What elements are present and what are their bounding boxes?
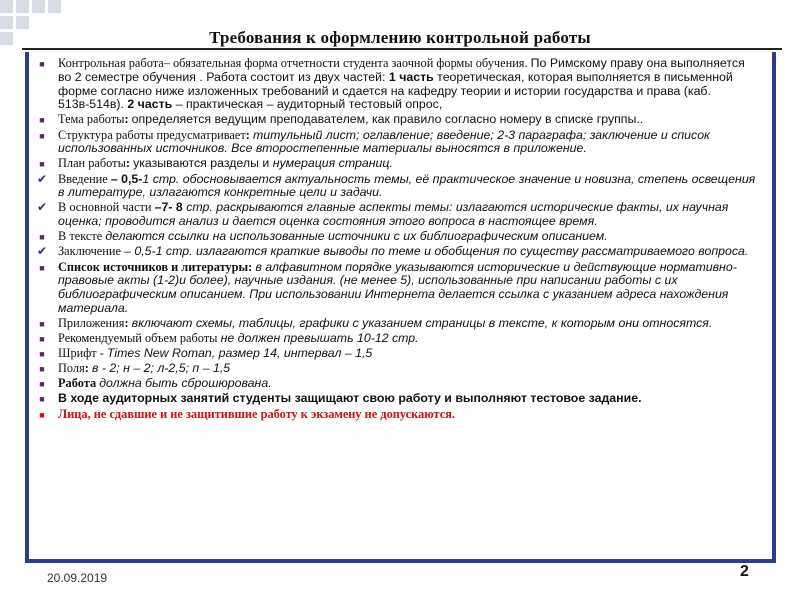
decor-square [0, 0, 13, 13]
list-item: ✔ Заключение – 0,5-1 стр. излагаются краткие выводы по теме и обобщения по существу рассматриваемого вопроса. [37, 245, 757, 259]
list-item: ■ Лица, не сдавшие и не защитившие работу к экзамену не допускаются. [37, 408, 757, 422]
list-item: ✔ В основной части –7- 8 стр. раскрываются главные аспекты темы: излагаются исторические факты, их научная оценка; проводится анализ и дается оценка состояния этого вопроса в настоящее время. [37, 201, 757, 229]
list-item: ■ План работы: указываются разделы и нумерация страниц. [37, 157, 757, 171]
title-rule [22, 48, 782, 50]
square-bullet-icon: ■ [39, 130, 45, 141]
square-bullet-icon: ■ [39, 115, 45, 126]
list-item: ■ Список источников и литературы: в алфавитном порядке указываются исторические и действующие нормативно-правовые акты (1-2)и более), научные издания. (не менее 5), использованные при написании работы с их библиографическим описанием. При использовании Интернета делается ссылка с указанием адреса нахождения материала. [37, 261, 757, 316]
list-item: ■ Поля: в - 2; н – 2; л-2,5; п – 1,5 [37, 362, 757, 376]
content-list [37, 57, 757, 423]
list-item: ■ Шрифт - Times New Roman, размер 14, интервал – 1,5 [37, 347, 757, 361]
square-bullet-icon: ■ [39, 232, 45, 243]
check-bullet-icon: ✔ [36, 200, 48, 215]
list-item: ■ Рекомендуемый объем работы не должен превышать 10-12 стр. [37, 332, 757, 346]
square-bullet-icon: ■ [39, 394, 45, 405]
list-item: ■ Структура работы предусматривает: титульный лист; оглавление; введение; 2-3 параграфа; заключение и список использованных источников. Все второстепенные материалы выносятся в приложение. [37, 129, 757, 157]
check-bullet-icon: ✔ [36, 171, 48, 186]
square-bullet-icon: ■ [39, 319, 45, 330]
square-bullet-icon: ■ [39, 379, 45, 390]
slide-title: Требования к оформлению контрольной работы [209, 28, 591, 47]
list-item: ■ В тексте делаются ссылки на использованные источники с их библиографическим описанием. [37, 230, 757, 244]
decor-square [32, 0, 45, 13]
square-bullet-icon: ■ [39, 364, 45, 375]
square-bullet-icon: ■ [39, 334, 45, 345]
square-bullet-icon: ■ [39, 349, 45, 360]
list-item: ■ В ходе аудиторных занятий студенты защищают свою работу и выполняют тестовое задание. [37, 392, 757, 406]
square-bullet-icon: ■ [39, 59, 45, 69]
decor-square [48, 0, 61, 13]
decor-square [16, 0, 29, 13]
list-item: ■ Тема работы: определяется ведущим преподавателем, как правило согласно номеру в списке группы.. [37, 113, 757, 127]
square-bullet-icon: ■ [39, 262, 45, 273]
square-bullet-icon: ■ [39, 159, 45, 170]
page-number: 2 [740, 563, 749, 580]
list-item: ✔ Введение – 0,5-1 стр. обосновывается актуальность темы, её практическое значение и новизна, степень освещения в литературе, излагаются конкретные цели и задачи. [37, 173, 757, 201]
list-item: ■ Контрольная работа– обязательная форма отчетности студента заочной формы обучения. По Римскому праву она выполняется во 2 семестре обучения . Работа состоит из двух частей: 1 часть теоретическая, которая выполняется в письменной форме согласно ниже изложенных требований и сдается на кафедру теории и истории государства и права (каб. 513в-514в). 2 часть – практическая – аудиторный тестовый опрос, [37, 57, 757, 112]
square-bullet-icon: ■ [39, 409, 45, 420]
footer-date: 20.09.2019 [47, 571, 108, 585]
check-bullet-icon: ✔ [36, 244, 48, 259]
list-item: ■ Приложения: включают схемы, таблицы, графики с указанием страницы в тексте, к которым они относятся. [37, 317, 757, 331]
list-item: ■ Работа должна быть сброшюрована. [37, 377, 757, 391]
